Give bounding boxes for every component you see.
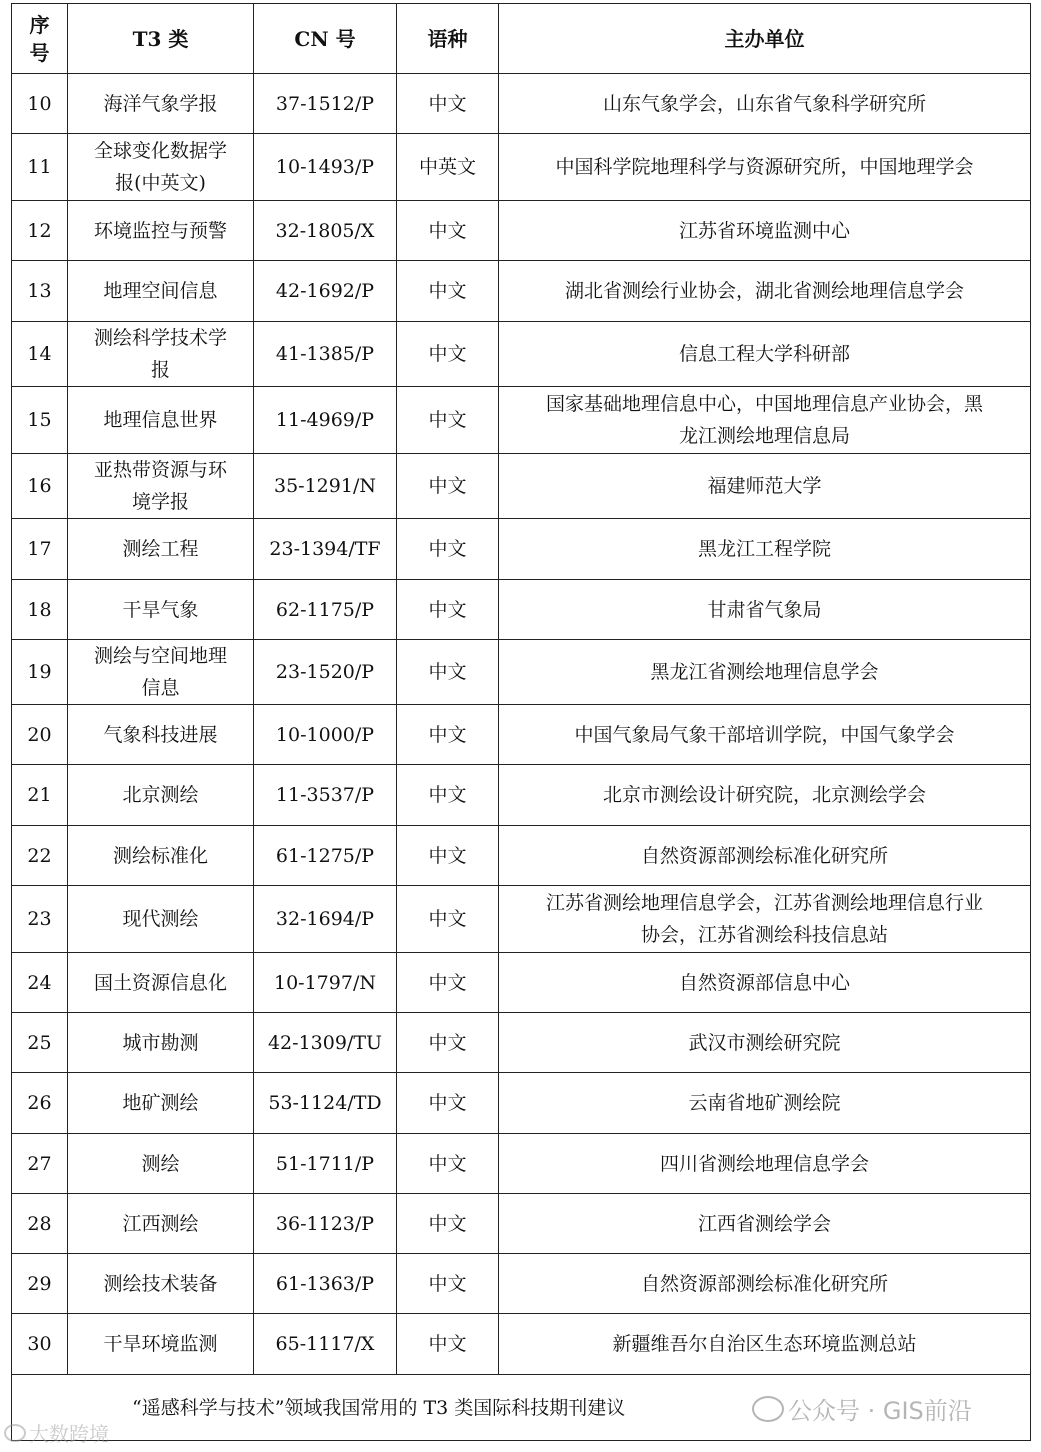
table-row [12, 322, 1031, 387]
journal-name: 测绘标准化 [68, 826, 254, 886]
row-no: 13 [12, 261, 68, 322]
table-row [12, 826, 1031, 886]
cn-number: 10-1493/P [254, 134, 397, 201]
row-no: 16 [12, 454, 68, 519]
table-row [12, 953, 1031, 1013]
journal-name: 地理信息世界 [68, 387, 254, 454]
language: 中英文 [397, 134, 499, 201]
header-lang: 语种 [397, 4, 499, 74]
language: 中文 [397, 1013, 499, 1073]
sponsor-org: 北京市测绘设计研究院，北京测绘学会 [499, 765, 1031, 826]
table-row [12, 1194, 1031, 1254]
table-row [12, 1254, 1031, 1314]
table-row [12, 640, 1031, 705]
table-caption: “遥感科学与技术”领域我国常用的 T3 类国际科技期刊建议 [12, 1375, 1031, 1441]
cn-number: 42-1309/TU [254, 1013, 397, 1073]
logo-icon [4, 1424, 26, 1442]
journal-name: 测绘科学技术学 报 [68, 322, 254, 387]
table-row [12, 201, 1031, 261]
table-row [12, 765, 1031, 826]
cn-number: 10-1000/P [254, 705, 397, 765]
language: 中文 [397, 886, 499, 953]
sponsor-org: 武汉市测绘研究院 [499, 1013, 1031, 1073]
row-no: 29 [12, 1254, 68, 1314]
journal-name: 亚热带资源与环 境学报 [68, 454, 254, 519]
language: 中文 [397, 826, 499, 886]
watermark-right-text: 公众号 · GIS前沿 [788, 1397, 972, 1425]
table-row [12, 74, 1031, 134]
language: 中文 [397, 580, 499, 640]
language: 中文 [397, 765, 499, 826]
journal-name: 环境监控与预警 [68, 201, 254, 261]
language: 中文 [397, 1254, 499, 1314]
language: 中文 [397, 454, 499, 519]
sponsor-org: 自然资源部测绘标准化研究所 [499, 1254, 1031, 1314]
sponsor-org: 云南省地矿测绘院 [499, 1073, 1031, 1134]
journal-name: 测绘技术装备 [68, 1254, 254, 1314]
journal-name: 北京测绘 [68, 765, 254, 826]
row-no: 20 [12, 705, 68, 765]
table-row [12, 1073, 1031, 1134]
wechat-icon [752, 1396, 784, 1422]
language: 中文 [397, 201, 499, 261]
table-row [12, 705, 1031, 765]
language: 中文 [397, 1073, 499, 1134]
row-no: 12 [12, 201, 68, 261]
journal-name: 测绘工程 [68, 519, 254, 580]
row-no: 26 [12, 1073, 68, 1134]
sponsor-org: 信息工程大学科研部 [499, 322, 1031, 387]
header-org: 主办单位 [499, 4, 1031, 74]
language: 中文 [397, 640, 499, 705]
row-no: 15 [12, 387, 68, 454]
language: 中文 [397, 1134, 499, 1194]
watermark-left [4, 1418, 109, 1447]
cn-number: 36-1123/P [254, 1194, 397, 1254]
journal-name: 海洋气象学报 [68, 74, 254, 134]
cn-number: 32-1694/P [254, 886, 397, 953]
header-row [12, 4, 1031, 74]
row-no: 30 [12, 1314, 68, 1375]
sponsor-org: 江苏省环境监测中心 [499, 201, 1031, 261]
table-row [12, 886, 1031, 953]
journal-name: 气象科技进展 [68, 705, 254, 765]
journal-name: 江西测绘 [68, 1194, 254, 1254]
language: 中文 [397, 322, 499, 387]
sponsor-org: 新疆维吾尔自治区生态环境监测总站 [499, 1314, 1031, 1375]
cn-number: 35-1291/N [254, 454, 397, 519]
row-no: 22 [12, 826, 68, 886]
cn-number: 11-3537/P [254, 765, 397, 826]
journal-name: 干旱环境监测 [68, 1314, 254, 1375]
row-no: 23 [12, 886, 68, 953]
sponsor-org: 甘肃省气象局 [499, 580, 1031, 640]
language: 中文 [397, 519, 499, 580]
watermark-left-text: 大数跨境 [29, 1422, 109, 1446]
table-row [12, 387, 1031, 454]
cn-number: 61-1275/P [254, 826, 397, 886]
journal-name: 干旱气象 [68, 580, 254, 640]
row-no: 19 [12, 640, 68, 705]
journal-name: 国土资源信息化 [68, 953, 254, 1013]
row-no: 27 [12, 1134, 68, 1194]
sponsor-org: 中国科学院地理科学与资源研究所，中国地理学会 [499, 134, 1031, 201]
table-row [12, 1013, 1031, 1073]
table-row [12, 1134, 1031, 1194]
cn-number: 61-1363/P [254, 1254, 397, 1314]
sponsor-org: 中国气象局气象干部培训学院，中国气象学会 [499, 705, 1031, 765]
sponsor-org: 福建师范大学 [499, 454, 1031, 519]
cn-number: 23-1394/TF [254, 519, 397, 580]
language: 中文 [397, 387, 499, 454]
sponsor-org: 自然资源部信息中心 [499, 953, 1031, 1013]
table-row [12, 580, 1031, 640]
cn-number: 41-1385/P [254, 322, 397, 387]
row-no: 18 [12, 580, 68, 640]
table-row [12, 1314, 1031, 1375]
sponsor-org: 黑龙江工程学院 [499, 519, 1031, 580]
cn-number: 10-1797/N [254, 953, 397, 1013]
header-cn: CN 号 [254, 4, 397, 74]
language: 中文 [397, 953, 499, 1013]
watermark-right [752, 1391, 972, 1426]
row-no: 10 [12, 74, 68, 134]
language: 中文 [397, 74, 499, 134]
table-row [12, 261, 1031, 322]
table-body [12, 74, 1031, 1375]
language: 中文 [397, 1194, 499, 1254]
journal-name: 测绘与空间地理 信息 [68, 640, 254, 705]
language: 中文 [397, 705, 499, 765]
table-row [12, 519, 1031, 580]
header-name: T3 类 [68, 4, 254, 74]
cn-number: 62-1175/P [254, 580, 397, 640]
journal-name: 测绘 [68, 1134, 254, 1194]
row-no: 24 [12, 953, 68, 1013]
row-no: 21 [12, 765, 68, 826]
row-no: 14 [12, 322, 68, 387]
sponsor-org: 黑龙江省测绘地理信息学会 [499, 640, 1031, 705]
sponsor-org: 山东气象学会，山东省气象科学研究所 [499, 74, 1031, 134]
journal-table [11, 3, 1031, 1441]
row-no: 11 [12, 134, 68, 201]
row-no: 25 [12, 1013, 68, 1073]
table-row [12, 134, 1031, 201]
cn-number: 51-1711/P [254, 1134, 397, 1194]
cn-number: 11-4969/P [254, 387, 397, 454]
sponsor-org: 湖北省测绘行业协会，湖北省测绘地理信息学会 [499, 261, 1031, 322]
journal-name: 全球变化数据学 报(中英文) [68, 134, 254, 201]
table-row [12, 454, 1031, 519]
header-no: 序 号 [12, 4, 68, 74]
language: 中文 [397, 261, 499, 322]
journal-name: 现代测绘 [68, 886, 254, 953]
row-no: 28 [12, 1194, 68, 1254]
sponsor-org: 自然资源部测绘标准化研究所 [499, 826, 1031, 886]
cn-number: 32-1805/X [254, 201, 397, 261]
sponsor-org: 国家基础地理信息中心，中国地理信息产业协会，黑 龙江测绘地理信息局 [499, 387, 1031, 454]
cn-number: 42-1692/P [254, 261, 397, 322]
journal-name: 地矿测绘 [68, 1073, 254, 1134]
cn-number: 23-1520/P [254, 640, 397, 705]
sponsor-org: 江苏省测绘地理信息学会，江苏省测绘地理信息行业 协会，江苏省测绘科技信息站 [499, 886, 1031, 953]
cn-number: 53-1124/TD [254, 1073, 397, 1134]
cn-number: 65-1117/X [254, 1314, 397, 1375]
cn-number: 37-1512/P [254, 74, 397, 134]
sponsor-org: 四川省测绘地理信息学会 [499, 1134, 1031, 1194]
journal-name: 城市勘测 [68, 1013, 254, 1073]
sponsor-org: 江西省测绘学会 [499, 1194, 1031, 1254]
journal-name: 地理空间信息 [68, 261, 254, 322]
row-no: 17 [12, 519, 68, 580]
language: 中文 [397, 1314, 499, 1375]
